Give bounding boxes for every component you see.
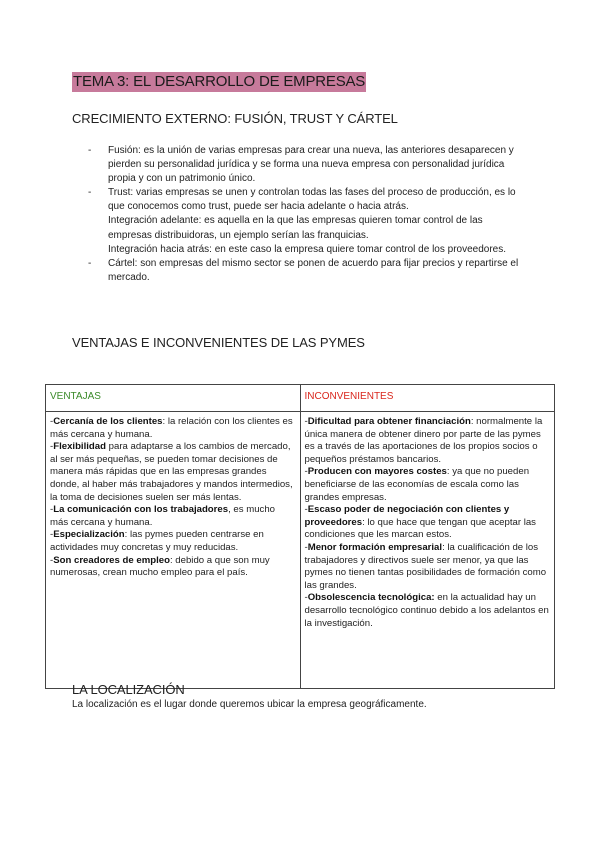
table-item: -Flexibilidad para adaptarse a los cambios de mercado, al ser más pequeñas, se pueden tomar decisiones de manera más rápidas que en las empresas grandes donde, al haber más trabajadores y mandos intermedios, la toma de decisiones suelen ser más lentas. xyxy=(50,441,293,503)
list-item-cartel xyxy=(88,257,528,285)
item-text: : normalmente la única manera de obtener dinero por parte de las pymes es a través de las aportaciones de los propios socios o pequeños préstamos bancarios. xyxy=(304,416,543,465)
list-item-text: Fusión: es la unión de varias empresas para crear una nueva, las anteriores desaparecen y pierden su personalidad jurídica y se forma una nueva empresa con personalidad jurídica propia y con un patrimonio único. xyxy=(108,145,514,185)
item-term: Dificultad para obtener financiación xyxy=(307,416,471,427)
section-heading-crecimiento: CRECIMIENTO EXTERNO: FUSIÓN, TRUST Y CÁRTEL xyxy=(72,111,398,126)
list-item-fusion xyxy=(88,144,528,186)
item-text: : lo que hace que tengan que aceptar las condiciones que les marcan estos. xyxy=(304,516,536,541)
table-item: -Obsolescencia tecnológica: en la actualidad hay un desarrollo tecnológico continuo debido a los adelantos en la investigación. xyxy=(304,592,549,629)
item-text: para adaptarse a los cambios de mercado, al ser más pequeñas, se pueden tomar decisiones de manera más rápidas que en las empresas grandes donde, al haber más trabajadores y mandos intermedios, la toma de decisiones suelen ser más lentas. xyxy=(50,441,293,503)
item-term: La comunicación con los trabajadores xyxy=(53,504,229,516)
item-term: Producen con mayores costes xyxy=(307,466,447,478)
section-heading-localizacion: LA LOCALIZACIÓN xyxy=(72,682,185,697)
item-term: Obsolescencia tecnológica: xyxy=(307,592,435,604)
item-text: : la relación con los clientes es más cercana y humana. xyxy=(50,416,293,440)
column-header-ventajas: VENTAJAS xyxy=(46,385,301,412)
crecimiento-list xyxy=(88,144,528,285)
localizacion-text: La localización es el lugar donde queremos ubicar la empresa geográficamente. xyxy=(72,699,427,710)
inconvenientes-cell xyxy=(300,412,555,689)
table-item: -Producen con mayores costes: ya que no pueden beneficiarse de las economías de escala como las grandes empresas. xyxy=(304,466,530,503)
table-item: -Dificultad para obtener financiación: normalmente la única manera de obtener dinero por parte de las pymes es a través de las aportaciones de los propios socios o pequeños préstamos bancarios. xyxy=(304,416,543,465)
list-item-subtext: Integración hacia atrás: en este caso la empresa quiere tomar control de los proveedores. xyxy=(108,243,506,255)
table-item: -La comunicación con los trabajadores, es mucho más cercana y humana. xyxy=(50,504,276,528)
page-title: TEMA 3: EL DESARROLLO DE EMPRESAS xyxy=(73,73,366,90)
table-item: -Menor formación empresarial: la cualificación de los trabajadores y directivos suele ser menor, ya que las pymes no tienen tantas posibilidades de formación como las grandes. xyxy=(304,541,547,591)
list-item-trust xyxy=(88,186,528,256)
table-item: -Son creadores de empleo: debido a que son muy numerosas, crean mucho empleo para el país. xyxy=(50,554,270,579)
item-text: : las pymes pueden centrarse en actividades muy concretas y muy reducidas. xyxy=(50,529,264,553)
ventajas-cell xyxy=(46,412,301,689)
column-header-inconvenientes: INCONVENIENTES xyxy=(300,385,555,412)
pymes-table xyxy=(45,384,555,689)
item-term: Cercanía de los clientes xyxy=(53,416,163,427)
item-term: Flexibilidad xyxy=(53,441,106,453)
section-heading-pymes: VENTAJAS E INCONVENIENTES DE LAS PYMES xyxy=(72,335,365,350)
table-item: -Especialización: las pymes pueden centrarse en actividades muy concretas y muy reducidas. xyxy=(50,529,264,553)
table-item: -Cercanía de los clientes: la relación con los clientes es más cercana y humana. xyxy=(50,416,293,440)
list-item-text: - Trust: varias empresas se unen y controlan todas las fases del proceso de producción, es lo que conocemos como trust, puede ser hacia adelante o hacia atrás. xyxy=(108,187,516,213)
item-text: en la actualidad hay un desarrollo tecnológico continuo debido a los adelantos en la investigación. xyxy=(304,592,549,629)
item-text: , es mucho más cercana y humana. xyxy=(50,504,276,528)
item-text: : debido a que son muy numerosas, crean mucho empleo para el país. xyxy=(50,554,270,579)
item-term: Especialización xyxy=(53,529,125,541)
list-item-text: Cártel: son empresas del mismo sector se ponen de acuerdo para fijar precios y repartirse el mercado. xyxy=(108,257,519,283)
item-term: Escaso poder de negociación con clientes y proveedores xyxy=(304,504,510,528)
item-text: : ya que no pueden beneficiarse de las economías de escala como las grandes empresas. xyxy=(304,466,530,503)
list-item-subtext: Integración adelante: es aquella en la que las empresas quieren tomar control de las empresas distribuidoras, un ejemplo serían las franquicias. xyxy=(108,215,483,241)
table-item: -Escaso poder de negociación con clientes y proveedores: lo que hace que tengan que aceptar las condiciones que les marcan estos. xyxy=(304,504,536,541)
item-text: : la cualificación de los trabajadores y directivos suele ser menor, ya que las pymes no tienen tantas posibilidades de formación como las grandes. xyxy=(304,541,547,591)
item-term: Menor formación empresarial xyxy=(307,541,443,553)
item-term: Son creadores de empleo xyxy=(53,554,170,566)
